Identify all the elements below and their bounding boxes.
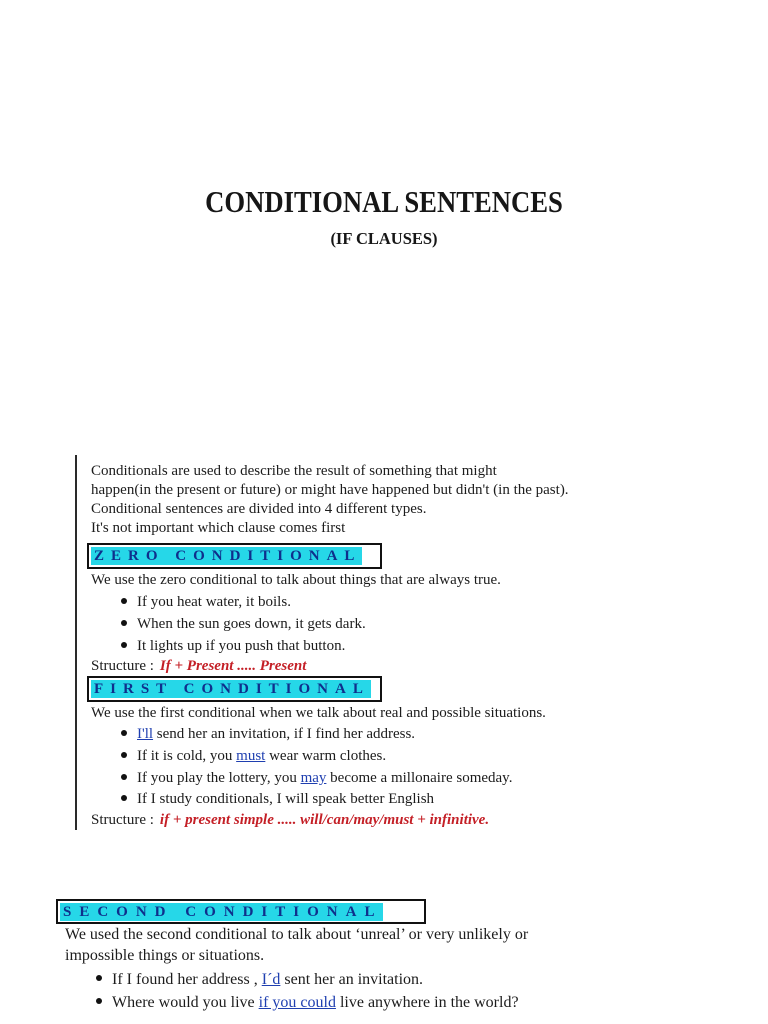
list-item: It lights up if you push that button. bbox=[121, 638, 345, 655]
bullet-icon bbox=[121, 774, 127, 780]
bullet-icon bbox=[121, 598, 127, 604]
bullet-icon bbox=[121, 642, 127, 648]
second-description: We used the second conditional to talk about ‘unreal’ or very unlikely or bbox=[65, 926, 529, 943]
zero-conditional-label: ZERO CONDITIONAL bbox=[91, 547, 362, 565]
bullet-icon bbox=[121, 730, 127, 736]
zero-first-section bbox=[75, 455, 677, 830]
intro-line: Conditionals are used to describe the result of something that might bbox=[91, 463, 497, 479]
list-item: If you heat water, it boils. bbox=[121, 594, 291, 611]
list-item: Where would you live if you could live anywhere in the world? bbox=[96, 994, 519, 1012]
bullet-icon bbox=[96, 975, 102, 981]
page-title: CONDITIONAL SENTENCES bbox=[205, 184, 563, 219]
first-conditional-header bbox=[87, 676, 382, 702]
list-item: If I found her address , I´d sent her an invitation. bbox=[96, 971, 423, 989]
zero-description: We use the zero conditional to talk about things that are always true. bbox=[91, 572, 501, 588]
bullet-icon bbox=[96, 998, 102, 1004]
second-conditional-header bbox=[56, 899, 426, 924]
first-conditional-label: FIRST CONDITIONAL bbox=[91, 680, 371, 698]
intro-line: It's not important which clause comes first bbox=[91, 520, 346, 536]
first-description: We use the first conditional when we talk about real and possible situations. bbox=[91, 705, 546, 721]
bullet-icon bbox=[121, 795, 127, 801]
list-item: If it is cold, you must wear warm clothes. bbox=[121, 748, 386, 765]
bullet-icon bbox=[121, 620, 127, 626]
second-description: impossible things or situations. bbox=[65, 947, 265, 964]
intro-line: Conditional sentences are divided into 4 different types. bbox=[91, 501, 427, 517]
second-conditional-label: SECOND CONDITIONAL bbox=[60, 903, 383, 921]
list-item: When the sun goes down, it gets dark. bbox=[121, 616, 366, 633]
first-structure: Structure : if + present simple ..... will/can/may/must + infinitive. bbox=[91, 812, 490, 828]
second-section bbox=[50, 897, 750, 1024]
list-item: I'll send her an invitation, if I find her address. bbox=[121, 726, 415, 743]
bullet-icon bbox=[121, 752, 127, 758]
intro-line: happen(in the present or future) or might have happened but didn't (in the past). bbox=[91, 482, 569, 498]
zero-conditional-header bbox=[87, 543, 382, 569]
list-item: If you play the lottery, you may become a millonaire someday. bbox=[121, 770, 512, 787]
page-subtitle: (IF CLAUSES) bbox=[330, 229, 438, 248]
zero-structure: Structure : If + Present ..... Present bbox=[91, 658, 307, 674]
list-item: If I study conditionals, I will speak better English bbox=[121, 791, 434, 808]
